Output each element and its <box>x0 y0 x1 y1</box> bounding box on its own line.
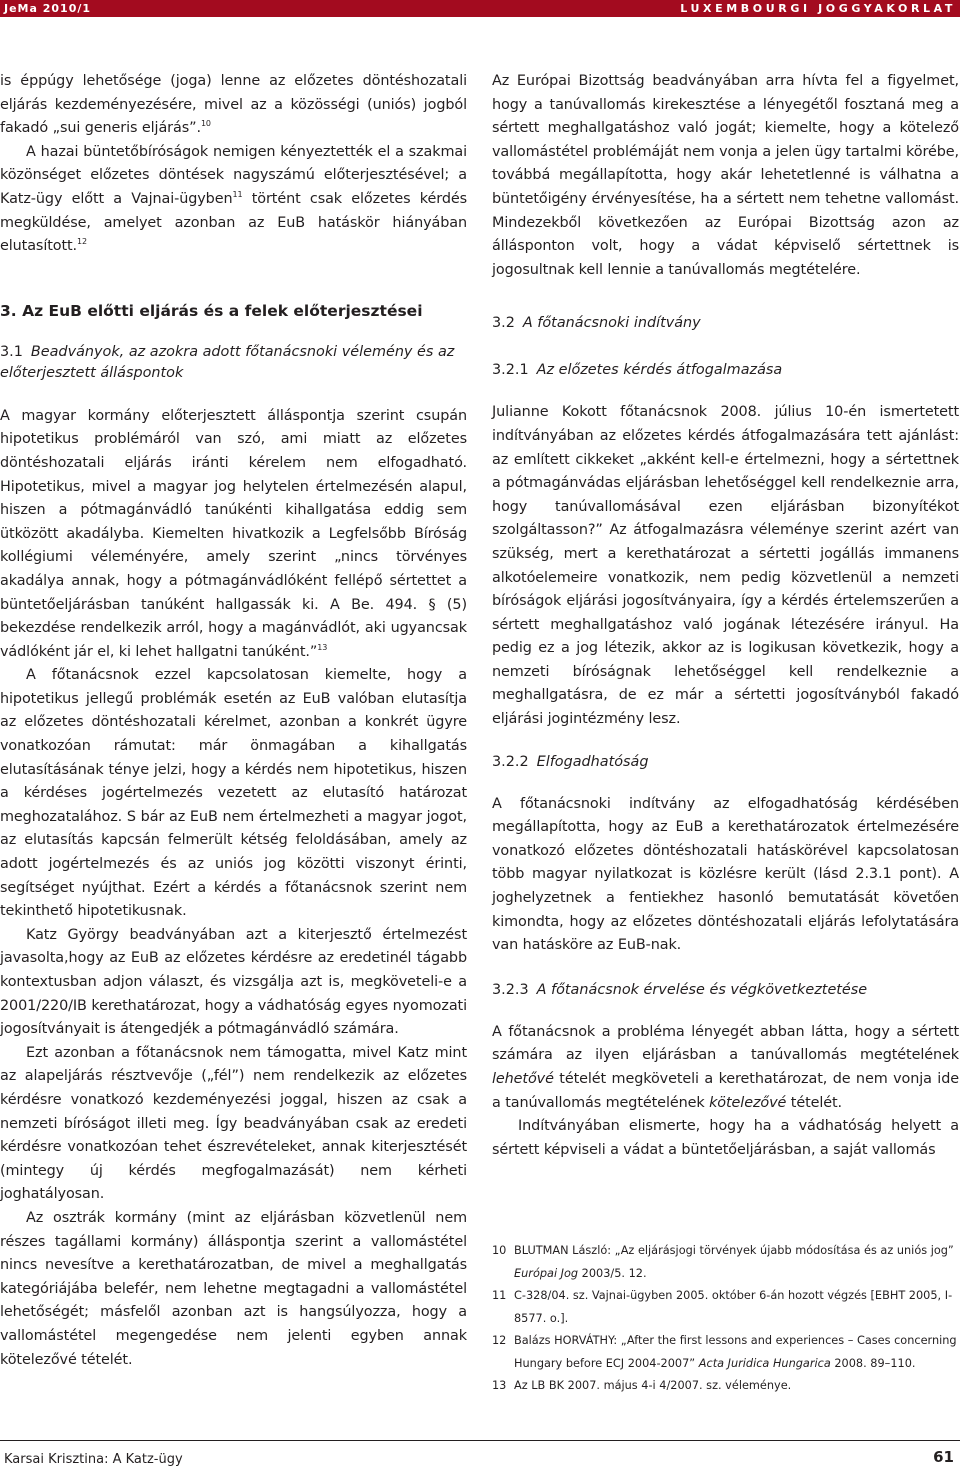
footnote-text: Balázs HORVÁTHY: „After the first lessons and experiences – Cases concerning Hungary before ECJ 2004-2007” Acta Juridica Hungarica 2008. 89–110. <box>514 1334 957 1370</box>
left-column <box>0 70 467 1372</box>
footnote-ref[interactable]: 11 <box>232 189 243 199</box>
paragraph: A főtanácsnoki indítvány az elfogadhatóság kérdésében megállapította, hogy az EuB a kerethatározatok értelmezésére vonatkozó előzetes döntéshozatali hatáskörével kapcsolatosan több magyar nyilatkozat is közlésre került (lásd 2.3.1 pont). A joghelyzetnek a fentiekhez hasonló bemutatását követően kimondta, hogy az előzetes döntéshozatali eljárás lefolytatására van hatásköre az EuB-nak. <box>492 795 959 954</box>
footnotes <box>492 1240 960 1398</box>
footnote-ref[interactable]: 10 <box>200 119 211 129</box>
page-number: 61 <box>933 1448 954 1466</box>
footer-divider <box>0 1440 960 1441</box>
footnote-text: Az LB BK 2007. május 4-i 4/2007. sz. véleménye. <box>514 1379 792 1392</box>
footnote-ref[interactable]: 12 <box>77 237 88 247</box>
paragraph: Indítványában elismerte, hogy ha a vádhatóság helyett a sértett képviseli a vádat a büntetőeljárásban, a saját vallomás <box>492 1118 959 1158</box>
footnote-number: 11 <box>492 1289 507 1302</box>
right-column <box>492 70 959 1162</box>
footnote <box>492 1330 960 1375</box>
footnote-number: 13 <box>492 1379 507 1392</box>
subsection-heading: 3.2.3 A főtanácsnok érvelése és végkövetkeztetése <box>492 981 868 998</box>
footnote <box>492 1375 960 1398</box>
paragraph: A főtanácsnok a probléma lényegét abban látta, hogy a sértett számára az ilyen eljárásban a tanúvallomás megtételének lehetővé tételét megköveteli a kerethatározat, de nem vonja ide a tanúvallomás megtételének kötelezővé tételét. <box>492 1023 959 1111</box>
paragraph: Az Európai Bizottság beadványában arra hívta fel a figyelmet, hogy a tanúvallomás kirekesztése a lényegétől fosztaná meg a sértett meghallgatáshoz való jogát; kiemelte, hogy a kötelező vallomástétel problémáját nem vonja a jelen ügy tartalmi körébe, továbbá megállapította, hogy akár lehetetlenné is válhatna a büntetőigény érvényesítése, ha a sértett nem tehetne vallomást. Mindezekből következően az Európai Bizottság azon az állásponton volt, hogy a vádat képviselő sértettnek is jogosultnak kell lennie a tanúvallomás megtételére. <box>492 73 959 278</box>
paragraph: Az osztrák kormány (mint az eljárásban közvetlenül nem részes tagállami kormány) álláspontja szerint a vallomástétel nincs nevesítve a kerethatározatban, de mivel a meghallgatás kategóriájába belefér, nem lehetne megtagadni a vallomástétel lehetőségét; másfelől azonban azt is hangsúlyozza, hogy a vallomástétel megengedése nem jelenti egyben annak kötelezővé tételét. <box>0 1209 467 1368</box>
paragraph: Julianne Kokott főtanácsnok 2008. július 10-én ismertetett indítványában az előzetes kérdés átfogalmazására tett ajánlást: az említett cikkeket „akként kell-e értelmezni, hogy a sértettnek a pótmagánvádas eljárásban lehetőséggel kell rendelkeznie arra, hogy tanúvallomásával ezen eljárásban bizonyítékot szolgáltasson?” Az átfogalmazásra véleménye szerint azért van szükség, mert a kerethatározat a sértetti jogállás immanens alkotóelemeire vonatkozik, nem pedig közvetlenül a nemzeti bíróságok eljárási jogosítványaira, így a kérdés értelemszerűen a sértett meghallgatáshoz való jogának létezésére irányul. Ha pedig ez a jog létezik, akkor az is logikusan következik, hogy a nemzeti bíróságnak lehetőséggel kell rendelkeznie a meghallgatásra, de ez már a sértetti jogosítványból fakadó eljárási jogintézmény lesz. <box>492 404 959 728</box>
footnote-number: 12 <box>492 1334 507 1347</box>
subsection-heading: 3.2.2 Elfogadhatóság <box>492 753 649 770</box>
subsection-heading: 3.1 Beadványok, az azokra adott főtanácsnoki vélemény és az előterjesztett álláspontok <box>0 343 455 381</box>
subsection-heading: 3.2.1 Az előzetes kérdés átfogalmazása <box>492 362 783 379</box>
footnote-text: C-328/04. sz. Vajnai-ügyben 2005. október 6-án hozott végzés [EBHT 2005, I-8577. o.]. <box>514 1289 953 1325</box>
footnote-text: BLUTMAN László: „Az eljárásjogi törvények újabb módosítása és az uniós jog” Európai Jog 2003/5. 12. <box>514 1244 954 1280</box>
running-header <box>0 0 960 17</box>
paragraph: Katz György beadványában azt a kiterjesztő értelmezést javasolta,hogy az EuB az előzetes kérdésre az eredetinél tágabb kontextusban adjon választ, és vizsgálja azt is, megköveteli-e a 2001/220/IB kerethatározat, hogy a vádhatóság egyes nyomozati jogosítványait is átengedjék a pótmagánvádló számára. <box>0 926 467 1038</box>
paragraph: A magyar kormány előterjesztett álláspontja szerint csupán hipotetikus problémáról van szó, ami miatt az előzetes döntéshozatali eljárás iránti kérelem nem elfogadható. Hipotetikus, mivel a magyar jog helytelen értelmezésén alapul, hiszen a pótmagánvádló tanúkénti kihallgatása eddig sem ütközött akadályba. Kiemelten hivatkozik a Legfelsőbb Bíróság kollégiumi véleményére, amely szerint „nincs törvényes akadálya annak, hogy a pótmagánvádlóként fellépő sértettet a büntetőeljárásban tanúként hallgassák ki. A Be. 494. § (5) bekezdése rendelkezik arról, hogy a magánvádlót, aki ugyancsak vádlóként jár el, ki lehet hallgatni tanúként.”$^{13}$ <box>0 407 467 660</box>
section-title: LUXEMBOURGI JOGGYAKORLAT <box>680 2 956 15</box>
footnote <box>492 1240 960 1285</box>
footer-author: Karsai Krisztina: A Katz-ügy <box>4 1452 183 1467</box>
footnote-ref[interactable]: 13 <box>317 642 328 652</box>
paragraph: A főtanácsnok ezzel kapcsolatosan kiemelte, hogy a hipotetikus jellegű problémák esetén az EuB valóban elutasítja az előzetes döntéshozatali kérelmet, azonban a konkrét ügyre vonatkozóan rámutat: már önmagában a kihallgatás elutasításának ténye jelzi, hogy a kérdés nem hipotetikus, hiszen a kérdéses jogértelmezés vezetett az elutasító határozat meghozatalához. S bár az EuB nem értelmezheti a magyar jogot, az elutasítás kapcsán felmerült kétség feloldásában, amely az adott jogértelmezés és az uniós jog közötti viszonyt érinti, segítséget nyújthat. Ezért a kérdés a főtanácsnok szerint nem tekinthető hipotetikusnak. <box>0 667 467 920</box>
journal-issue: JeMa 2010/1 <box>4 2 92 15</box>
footnote <box>492 1285 960 1330</box>
subsection-heading: 3.2 A főtanácsnoki indítvány <box>492 315 701 332</box>
paragraph: is éppúgy lehetősége (joga) lenne az előzetes döntéshozatali eljárás kezdeményezésére, mivel az a közösségi (uniós) jogból fakadó „sui generis eljárás”.$^{10}$ <box>0 73 467 137</box>
paragraph: A hazai büntetőbíróságok nemigen kényeztették el a szakmai közönséget előzetes döntések nagyszámú előterjesztésével; a Katz-ügy előtt a Vajnai-ügyben$^{11}$ történt csak előzetes kérdés megküldése, amelyet azonban az EuB hatáskör hiányában elutasított.$^{12}$ <box>0 143 467 255</box>
paragraph: Ezt azonban a főtanácsnok nem támogatta, mivel Katz mint az alapeljárás résztvevője („fél”) nem rendelkezik az előzetes kérdésre vonatkozó kezdeményezési joggal, hiszen az csak a nemzeti bíróságot illeti meg. Így beadványában csak az eredeti kérdésre vonatkozóan tehet észrevételeket, annak kiterjesztését (mintegy új kérdés megfogalmazását) nem kérheti joghatályosan. <box>0 1044 467 1203</box>
section-heading: 3. Az EuB előtti eljárás és a felek előterjesztései <box>0 301 423 320</box>
footnote-number: 10 <box>492 1244 507 1257</box>
